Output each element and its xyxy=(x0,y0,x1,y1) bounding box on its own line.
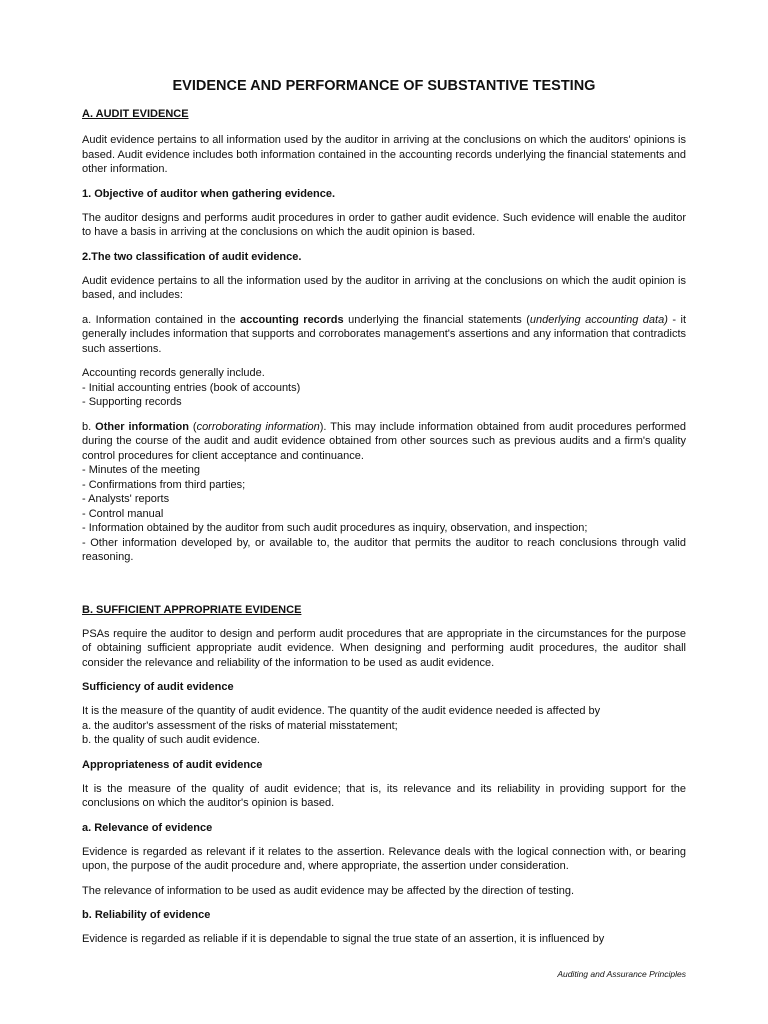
section-b-heading: B. SUFFICIENT APPROPRIATE EVIDENCE xyxy=(82,603,302,616)
appropriateness-heading: Appropriateness of audit evidence xyxy=(82,758,263,771)
a-prefix: a. Information contained in the xyxy=(82,313,241,326)
relevance-text: Evidence is regarded as relevant if it relates to the assertion. Relevance deals with the logical connection with, or bearing upon, the purpose of the audit procedure and, where appropriate, the assertion under consideration. xyxy=(82,845,686,872)
section-a-heading: A. AUDIT EVIDENCE xyxy=(82,108,189,120)
list-item: - Supporting records xyxy=(82,396,182,408)
list-item: - Confirmations from third parties; xyxy=(82,478,246,491)
classification-text: Audit evidence pertains to all the information used by the auditor in arriving at the conclusions on which the audit opinion is based, and includes: xyxy=(82,274,686,301)
list-item: - Information obtained by the auditor from such audit procedures as inquiry, observation, and inspection; xyxy=(82,522,588,534)
reliability-text: Evidence is regarded as reliable if it is dependable to signal the true state of an assertion, it is influenced by xyxy=(82,933,605,945)
classification-heading: 2.The two classification of audit evidence. xyxy=(82,250,302,263)
other-information-paragraph xyxy=(82,420,686,464)
list-item: a. the auditor's assessment of the risks of material misstatement; xyxy=(82,719,398,732)
b-rest: ). This may include information obtained from audit procedures performed during the course of the audit and audit evidence obtained from other sources such as previous audits and a firm's quality control procedures for client acceptance and continuance. xyxy=(82,420,686,462)
section-a-intro: Audit evidence pertains to all information used by the auditor in arriving at the conclusions on which the auditors' opinions is based. Audit evidence includes both information contained in the accounting records underlying the financial statements and other information. xyxy=(82,134,686,175)
b-mid: ( xyxy=(188,420,197,433)
other-information-list xyxy=(82,463,686,565)
objective-heading: 1. Objective of auditor when gathering evidence. xyxy=(82,187,336,200)
appropriateness-text: It is the measure of the quality of audit evidence; that is, its relevance and its reliability in providing support for the conclusions on which the auditor's opinion is based. xyxy=(82,782,686,809)
list-item: - Control manual xyxy=(82,507,164,520)
page-footer: Auditing and Assurance Principles xyxy=(557,969,686,979)
b-bold: Other information xyxy=(95,420,189,433)
records-intro: Accounting records generally include. xyxy=(82,367,265,379)
b-prefix: b. xyxy=(82,420,96,433)
b-italic: corroborating information xyxy=(196,420,320,433)
relevance-heading: a. Relevance of evidence xyxy=(82,821,213,834)
section-b-intro: PSAs require the auditor to design and perform audit procedures that are appropriate in the circumstances for the purpose of obtaining sufficient appropriate audit evidence. When designing and performing audit procedures, the auditor shall consider the relevance and reliability of the information to be used as audit evidence. xyxy=(82,627,686,669)
sufficiency-text xyxy=(82,704,686,748)
a-bold: accounting records xyxy=(240,313,344,326)
list-item: - Analysts' reports xyxy=(82,493,170,505)
list-item: - Initial accounting entries (book of accounts) xyxy=(82,381,301,394)
a-rest: - it generally includes information that supports and corroborates management's assertions and any information that contradicts such assertions. xyxy=(82,313,687,355)
a-italic: underlying accounting data) xyxy=(529,313,668,326)
records-list xyxy=(82,366,686,410)
reliability-heading: b. Reliability of evidence xyxy=(82,909,211,921)
list-item: It is the measure of the quantity of audit evidence. The quantity of the audit evidence needed is affected by xyxy=(82,705,601,717)
relevance-text-2: The relevance of information to be used as audit evidence may be affected by the direction of testing. xyxy=(82,884,575,897)
sufficiency-heading: Sufficiency of audit evidence xyxy=(82,681,234,693)
accounting-records-paragraph xyxy=(82,313,686,357)
a-mid: underlying the financial statements ( xyxy=(343,313,530,326)
list-item: b. the quality of such audit evidence. xyxy=(82,734,260,746)
list-item: - Minutes of the meeting xyxy=(82,464,201,476)
objective-text: The auditor designs and performs audit procedures in order to gather audit evidence. Such evidence will enable the auditor to have a basis in arriving at the conclusions on which the audit opinion is based. xyxy=(82,211,686,238)
list-item: - Other information developed by, or available to, the auditor that permits the auditor to reach conclusions through valid reasoning. xyxy=(82,536,686,563)
page-title: EVIDENCE AND PERFORMANCE OF SUBSTANTIVE TESTING xyxy=(172,78,596,94)
